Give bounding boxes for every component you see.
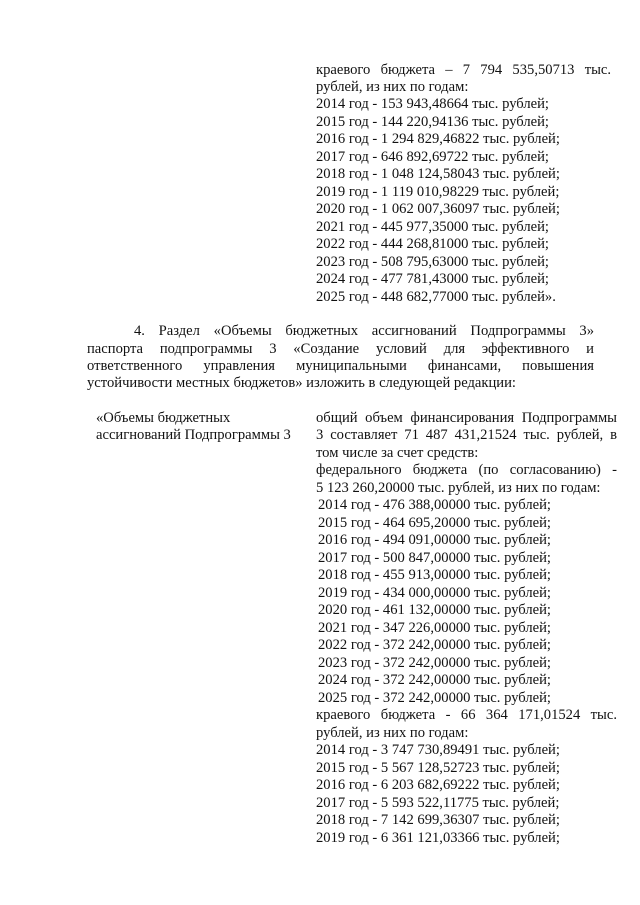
label-line: ассигнований Подпрограммы 3 [96,427,291,443]
top-line: 2023 год - 508 795,63000 тыс. рублей; [316,254,549,270]
value-line: 2017 год - 500 847,00000 тыс. рублей; [318,550,551,566]
value-line: общий объем финансирования Подпрограммы [316,410,617,426]
value-line: 2019 год - 6 361 121,03366 тыс. рублей; [316,830,560,846]
value-line: 2025 год - 372 242,00000 тыс. рублей; [318,690,551,706]
value-line: федерального бюджета (по согласованию) - [316,462,617,478]
top-line: 2017 год - 646 892,69722 тыс. рублей; [316,149,549,165]
value-line: 2021 год - 347 226,00000 тыс. рублей; [318,620,551,636]
top-line: 2021 год - 445 977,35000 тыс. рублей; [316,219,549,235]
value-line: 3 составляет 71 487 431,21524 тыс. рублей, в [316,427,617,443]
value-line: краевого бюджета - 66 364 171,01524 тыс. [316,707,617,723]
top-line: 2020 год - 1 062 007,36097 тыс. рублей; [316,201,560,217]
paragraph-line: паспорта подпрограммы 3 «Создание условий для эффективного и [87,341,594,357]
top-line: 2018 год - 1 048 124,58043 тыс. рублей; [316,166,560,182]
top-line: 2024 год - 477 781,43000 тыс. рублей; [316,271,549,287]
top-line: рублей, из них по годам: [316,79,469,95]
value-line: 2020 год - 461 132,00000 тыс. рублей; [318,602,551,618]
value-line: 2016 год - 494 091,00000 тыс. рублей; [318,532,551,548]
value-line: 2016 год - 6 203 682,69222 тыс. рублей; [316,777,560,793]
value-line: 2023 год - 372 242,00000 тыс. рублей; [318,655,551,671]
value-line: 2018 год - 455 913,00000 тыс. рублей; [318,567,551,583]
value-line: том числе за счет средств: [316,445,479,461]
value-line: 2018 год - 7 142 699,36307 тыс. рублей; [316,812,560,828]
paragraph-line: 4. Раздел «Объемы бюджетных ассигнований Подпрограммы 3» [134,323,594,339]
top-line: 2022 год - 444 268,81000 тыс. рублей; [316,236,549,252]
value-line: 2014 год - 3 747 730,89491 тыс. рублей; [316,742,560,758]
value-line: 2022 год - 372 242,00000 тыс. рублей; [318,637,551,653]
top-line: 2015 год - 144 220,94136 тыс. рублей; [316,114,549,130]
value-line: 2014 год - 476 388,00000 тыс. рублей; [318,497,551,513]
value-line: 2019 год - 434 000,00000 тыс. рублей; [318,585,551,601]
value-line: 2015 год - 464 695,20000 тыс. рублей; [318,515,551,531]
value-line: 2024 год - 372 242,00000 тыс. рублей; [318,672,551,688]
value-line: 2017 год - 5 593 522,11775 тыс. рублей; [316,795,560,811]
label-line: «Объемы бюджетных [96,410,231,426]
paragraph-line: устойчивости местных бюджетов» изложить в следующей редакции: [87,375,516,391]
top-line: 2019 год - 1 119 010,98229 тыс. рублей; [316,184,560,200]
value-line: 2015 год - 5 567 128,52723 тыс. рублей; [316,760,560,776]
top-line: 2014 год - 153 943,48664 тыс. рублей; [316,96,549,112]
top-line: краевого бюджета – 7 794 535,50713 тыс. [316,62,611,78]
value-line: рублей, из них по годам: [316,725,469,741]
top-line: 2016 год - 1 294 829,46822 тыс. рублей; [316,131,560,147]
value-line: 5 123 260,20000 тыс. рублей, из них по годам: [316,480,601,496]
paragraph-line: ответственного управления муниципальными финансами, повышения [87,358,594,374]
top-line: 2025 год - 448 682,77000 тыс. рублей». [316,289,556,305]
